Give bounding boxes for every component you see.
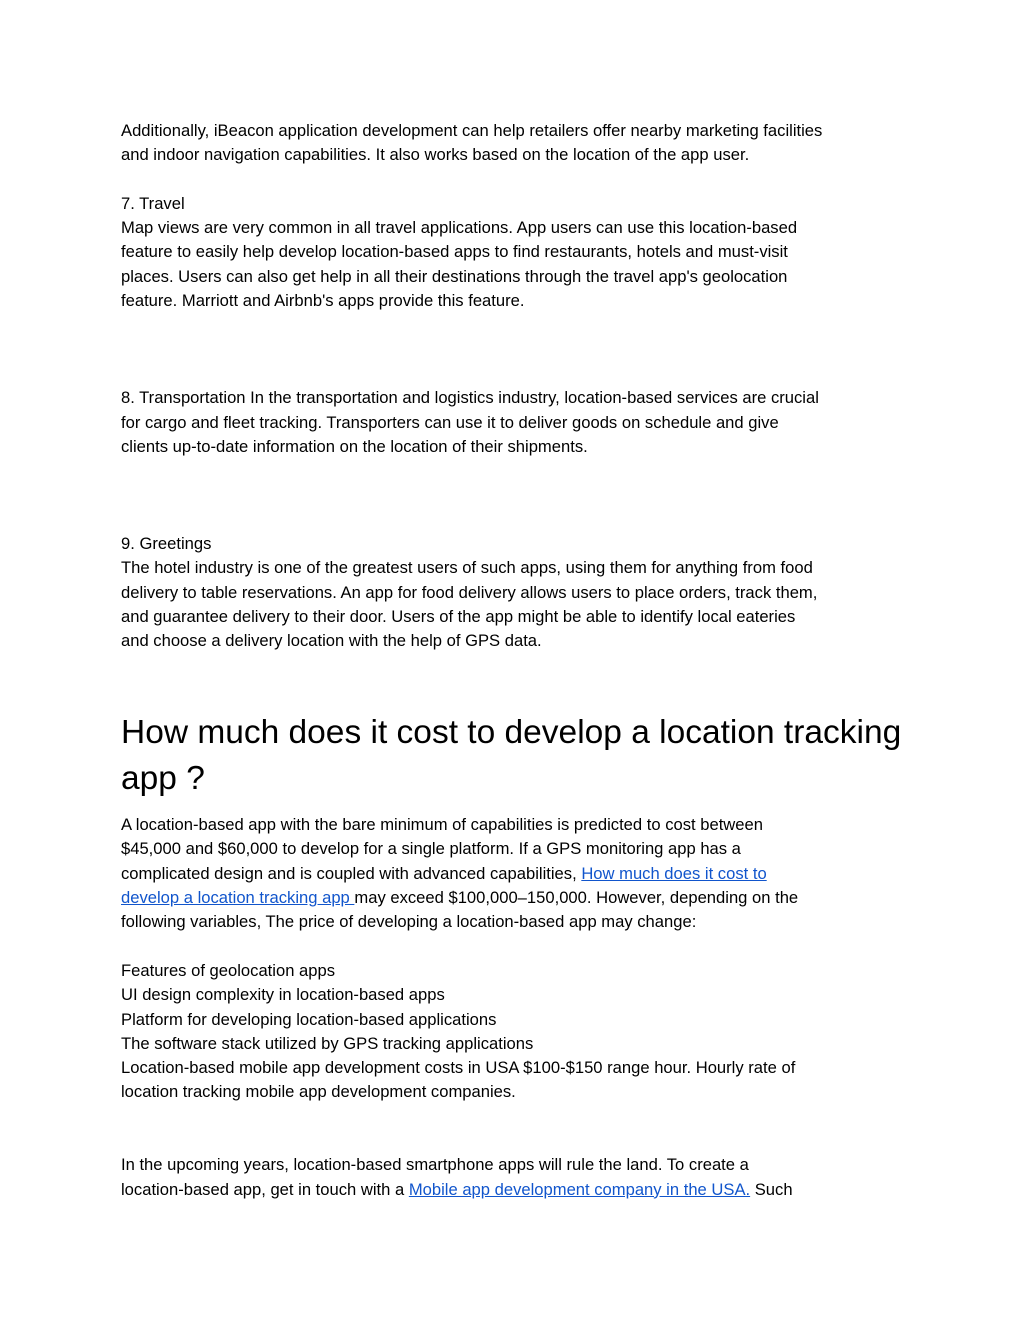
text-line — [121, 862, 911, 886]
text-line: Map views are very common in all travel applications. App users can use this location-based — [121, 218, 798, 238]
list-item: UI design complexity in location-based apps — [121, 985, 445, 1005]
text-line: and choose a delivery location with the help of GPS data. — [121, 631, 542, 651]
greetings-title: 9. Greetings — [121, 534, 212, 554]
travel-section — [121, 192, 911, 313]
inline-text: location-based app, get in touch with a — [121, 1179, 409, 1199]
text-line: A location-based app with the bare minimum of capabilities is predicted to cost between — [121, 815, 763, 835]
text-line: feature. Marriott and Airbnb's apps provide this feature. — [121, 291, 525, 311]
travel-title: 7. Travel — [121, 193, 185, 213]
text-line: In the upcoming years, location-based smartphone apps will rule the land. To create a — [121, 1155, 749, 1175]
closing-paragraph — [121, 1153, 911, 1202]
list-item: location tracking mobile app development companies. — [121, 1082, 516, 1102]
text-line: and guarantee delivery to their door. Users of the app might be able to identify local eateries — [121, 606, 796, 626]
spacer — [121, 654, 911, 678]
text-line: and indoor navigation capabilities. It also works based on the location of the app user. — [121, 145, 750, 165]
spacer — [121, 678, 911, 702]
text-line: 8. Transportation In the transportation and logistics industry, location-based services are crucial — [121, 388, 819, 408]
list-item: Platform for developing location-based applications — [121, 1009, 497, 1029]
spacer — [121, 935, 911, 959]
transportation-section — [121, 386, 911, 459]
cost-paragraph — [121, 813, 911, 934]
text-line: $45,000 and $60,000 to develop for a single platform. If a GPS monitoring app has a — [121, 839, 741, 859]
spacer — [121, 168, 911, 192]
spacer — [121, 1105, 911, 1154]
cost-article-link-continued[interactable]: develop a location tracking app — [121, 888, 355, 908]
greetings-section — [121, 532, 911, 653]
text-line: following variables, The price of developing a location-based app may change: — [121, 912, 697, 932]
text-line: feature to easily help develop location-based apps to find restaurants, hotels and must-visit — [121, 242, 788, 262]
text-line: places. Users can also get help in all their destinations through the travel app's geolocation — [121, 266, 788, 286]
spacer — [121, 459, 911, 532]
list-item: Location-based mobile app development costs in USA $100-$150 range hour. Hourly rate of — [121, 1058, 796, 1078]
heading-line: app ? — [121, 759, 205, 797]
text-line: delivery to table reservations. An app for food delivery allows users to place orders, track them, — [121, 582, 818, 602]
intro-paragraph — [121, 119, 911, 168]
text-line: The hotel industry is one of the greatest users of such apps, using them for anything from food — [121, 558, 813, 578]
inline-text: Such — [750, 1179, 793, 1199]
text-line: Additionally, iBeacon application development can help retailers offer nearby marketing facilities — [121, 121, 823, 140]
text-line — [121, 886, 911, 910]
inline-text: complicated design and is coupled with advanced capabilities, — [121, 863, 582, 883]
cost-heading — [121, 702, 911, 813]
document-page — [121, 119, 911, 1202]
inline-text: may exceed $100,000–150,000. However, depending on the — [354, 888, 799, 908]
cost-factors-list — [121, 959, 911, 1105]
spacer — [121, 313, 911, 386]
heading-line: How much does it cost to develop a location tracking — [121, 714, 902, 752]
list-item: Features of geolocation apps — [121, 960, 336, 980]
text-line: for cargo and fleet tracking. Transporters can use it to deliver goods on schedule and give — [121, 412, 779, 432]
text-line — [121, 1178, 911, 1202]
list-item: The software stack utilized by GPS tracking applications — [121, 1033, 534, 1053]
text-line: clients up-to-date information on the location of their shipments. — [121, 436, 588, 456]
cost-article-link[interactable]: How much does it cost to — [581, 863, 767, 883]
mobile-app-company-link[interactable]: Mobile app development company in the USA. — [408, 1179, 751, 1199]
